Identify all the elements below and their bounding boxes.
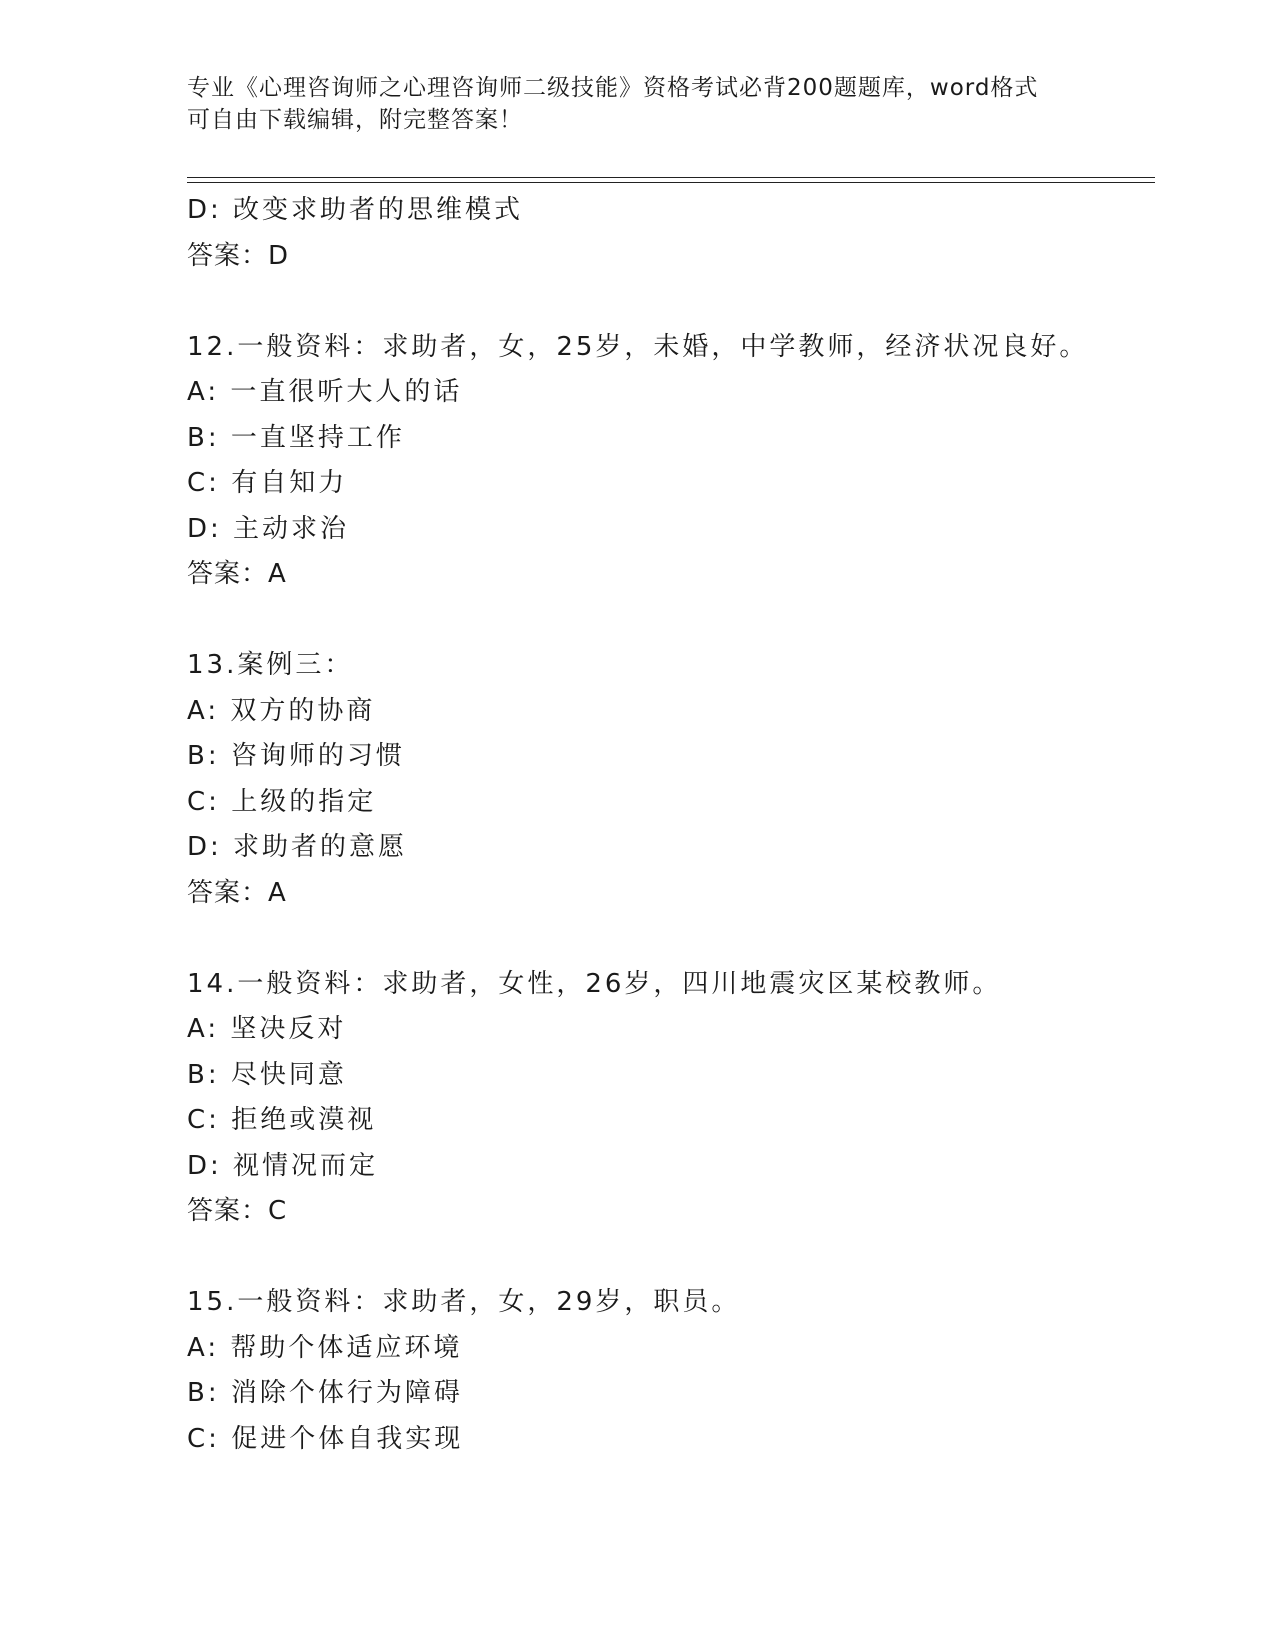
option-line (187, 1144, 1155, 1190)
question-block (187, 188, 1155, 279)
option-text: 求助者的意愿 (233, 832, 408, 862)
option-line (187, 825, 1155, 871)
question-stem: 13.案例三： (187, 650, 354, 680)
option-line (187, 1371, 1155, 1417)
option-letter: D: (187, 195, 222, 225)
option-text: 改变求助者的思维模式 (233, 195, 524, 225)
header-line-1: 专业《心理咨询师之心理咨询师二级技能》资格考试必背200题题库，word格式 (187, 75, 1039, 101)
option-line (187, 461, 1155, 507)
option-line (187, 780, 1155, 826)
option-line (187, 1098, 1155, 1144)
option-text: 有自知力 (231, 468, 348, 498)
option-line (187, 188, 1155, 234)
option-text: 双方的协商 (230, 695, 376, 726)
spacer (187, 279, 1155, 325)
question-block (187, 1280, 1155, 1462)
page-header (187, 72, 1087, 136)
option-letter: A: (187, 1014, 220, 1044)
question-block (187, 325, 1155, 598)
answer-line: 答案：D (187, 240, 290, 271)
question-stem: 12.一般资料：求助者，女，25岁，未婚，中学教师，经济状况良好。 (187, 331, 1089, 362)
option-letter: C: (187, 1105, 220, 1135)
option-text: 一直很听大人的话 (230, 377, 463, 407)
option-text: 咨询师的习惯 (230, 741, 405, 771)
option-letter: A: (187, 695, 220, 726)
option-letter: B: (187, 1378, 220, 1408)
option-letter: A: (187, 1332, 220, 1363)
answer-line: 答案：A (187, 559, 287, 589)
option-text: 尽快同意 (230, 1059, 347, 1090)
answer-line: 答案：C (187, 1196, 288, 1226)
option-line (187, 416, 1155, 462)
option-letter: B: (187, 422, 220, 453)
question-stem: 14.一般资料：求助者，女性，26岁，四川地震灾区某校教师。 (187, 968, 1002, 999)
option-text: 促进个体自我实现 (231, 1423, 464, 1454)
answer-line: 答案：A (187, 877, 287, 908)
option-text: 坚决反对 (230, 1014, 347, 1044)
spacer (187, 598, 1155, 644)
option-letter: D: (187, 513, 222, 544)
option-letter: C: (187, 1423, 220, 1454)
question-list (187, 188, 1155, 1462)
option-text: 拒绝或漠视 (231, 1105, 377, 1135)
option-line (187, 1053, 1155, 1099)
option-text: 一直坚持工作 (230, 422, 405, 453)
header-divider-top (187, 177, 1155, 178)
option-letter: A: (187, 377, 220, 407)
option-line (187, 1007, 1155, 1053)
option-line (187, 370, 1155, 416)
option-line (187, 689, 1155, 735)
option-letter: D: (187, 1150, 222, 1181)
option-letter: C: (187, 468, 220, 498)
option-line (187, 1326, 1155, 1372)
header-divider-bottom (187, 182, 1155, 183)
option-line (187, 734, 1155, 780)
option-letter: B: (187, 741, 220, 771)
option-line (187, 507, 1155, 553)
option-letter: C: (187, 786, 220, 817)
question-block (187, 962, 1155, 1235)
spacer (187, 1235, 1155, 1281)
header-line-2: 可自由下载编辑，附完整答案！ (187, 107, 523, 133)
option-letter: B: (187, 1059, 220, 1090)
spacer (187, 916, 1155, 962)
question-block (187, 643, 1155, 916)
option-letter: D: (187, 832, 222, 862)
option-text: 消除个体行为障碍 (230, 1378, 463, 1408)
option-text: 上级的指定 (231, 786, 377, 817)
option-text: 帮助个体适应环境 (230, 1332, 463, 1363)
option-line (187, 1417, 1155, 1463)
option-text: 视情况而定 (233, 1150, 379, 1181)
option-text: 主动求治 (233, 513, 350, 544)
question-stem: 15.一般资料：求助者，女，29岁，职员。 (187, 1287, 741, 1317)
